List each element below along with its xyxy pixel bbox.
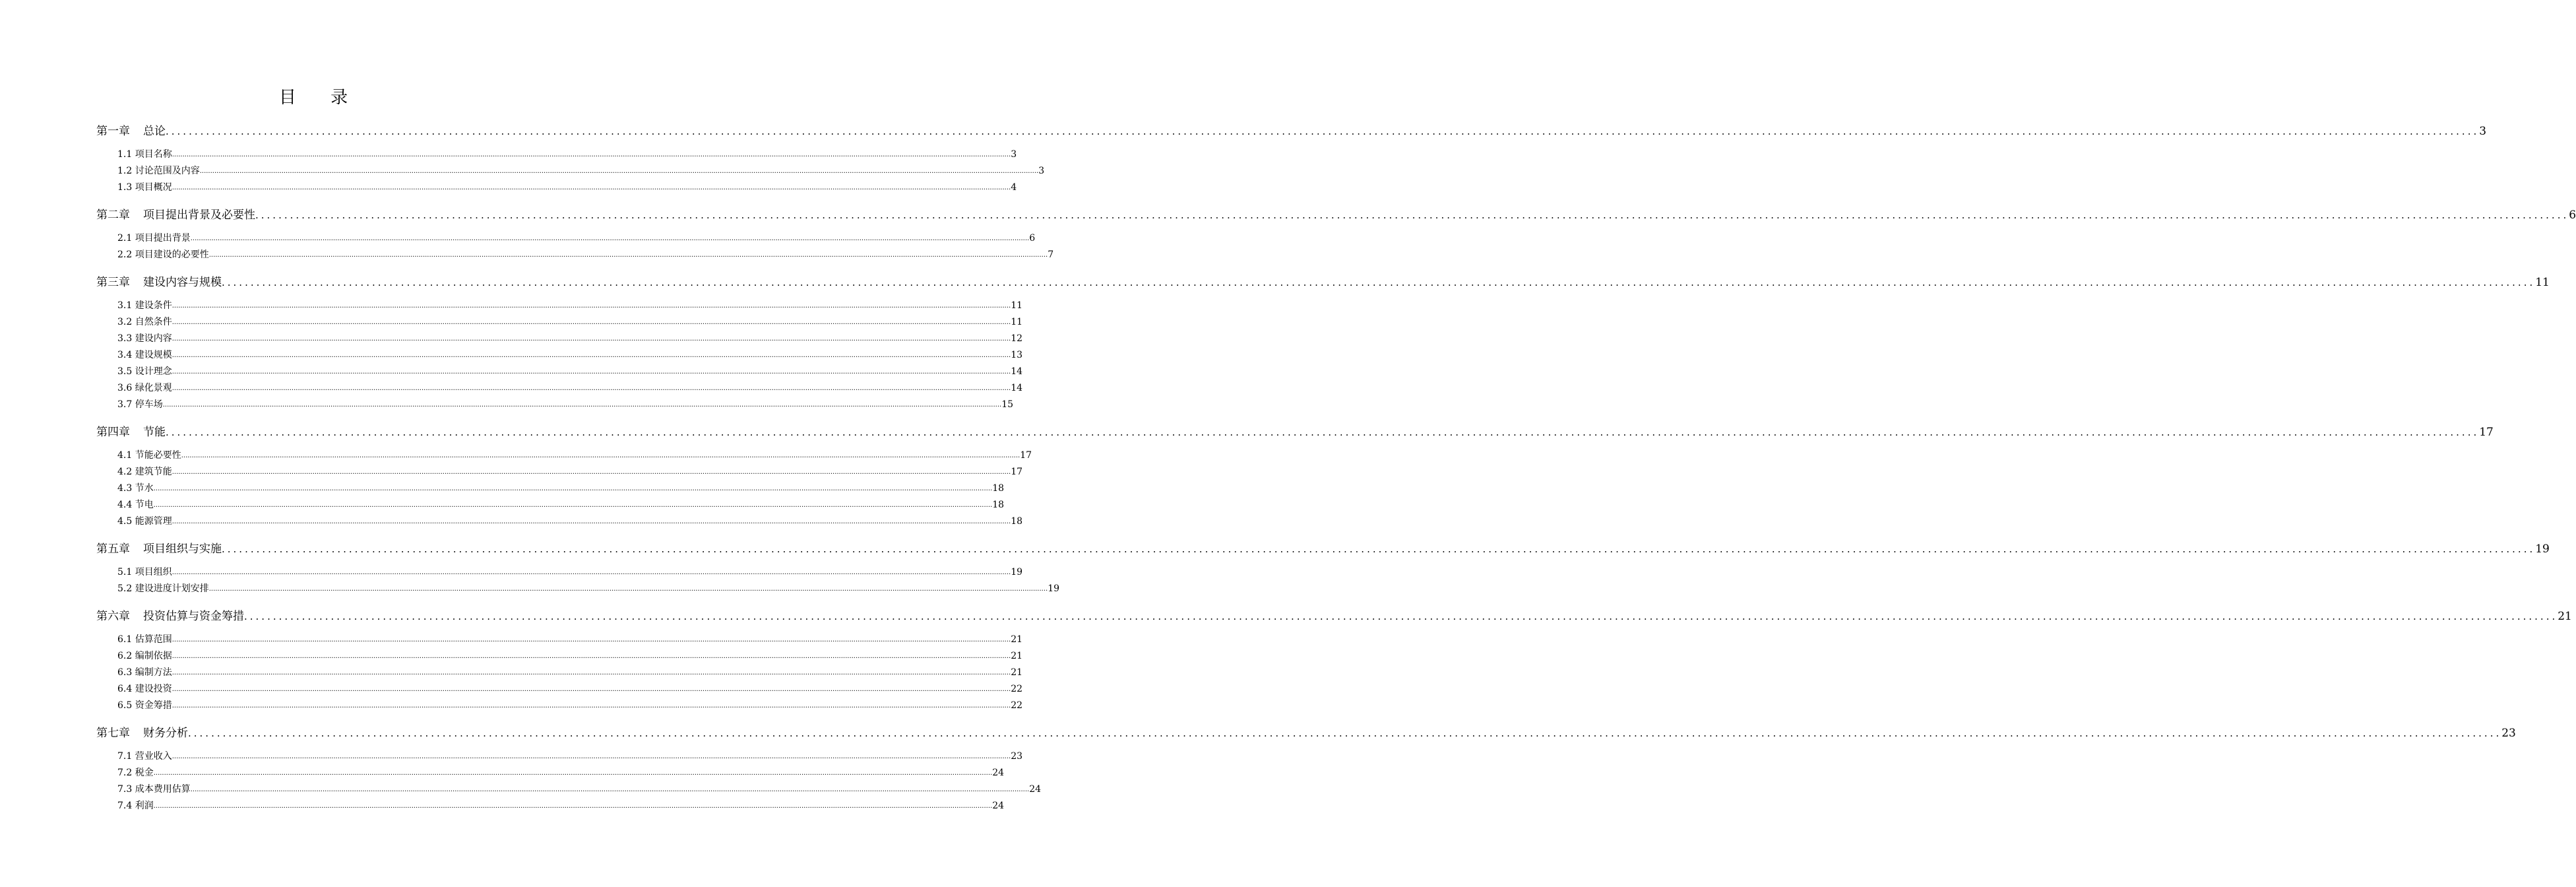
toc-chapter-entry[interactable] <box>96 723 2516 743</box>
toc-section-entry[interactable] <box>117 447 1032 464</box>
toc-section-entry[interactable] <box>117 180 1017 196</box>
section-page-number: 23 <box>1011 751 1023 762</box>
chapter-block <box>0 607 2572 714</box>
chapter-number: 第四章 <box>96 426 130 439</box>
page-title: 目 录 <box>278 88 363 108</box>
section-page-number: 21 <box>1011 667 1023 678</box>
dot-leader: ................................................................................................................................................................................................................................................................................................................................................................................................................ <box>172 686 1011 693</box>
dot-leader: ................................................................................................................................................................................................................................................................................................................................................................................................................ <box>208 251 1048 259</box>
toc-chapter-entry[interactable] <box>96 273 2550 292</box>
toc-section-entry[interactable] <box>117 648 1023 665</box>
section-page-number: 19 <box>1048 583 1060 594</box>
chapter-block <box>0 422 2494 530</box>
toc-section-entry[interactable] <box>117 464 1023 480</box>
toc-section-entry[interactable] <box>117 347 1023 364</box>
toc-section-entry[interactable] <box>117 480 1005 497</box>
chapter-title: 节能 <box>143 426 166 439</box>
section-page-number: 15 <box>1001 399 1014 410</box>
dot-leader: ................................................................................................................................................................................................................................................................................................................................................................................................................ <box>172 184 1011 191</box>
chapter-heading <box>96 723 188 743</box>
section-title: 3.1 建设条件 <box>117 300 172 311</box>
chapter-number: 第五章 <box>96 542 130 556</box>
chapter-heading <box>96 205 255 225</box>
toc-chapter-entry[interactable] <box>96 539 2550 559</box>
dot-leader: ................................................................................................................................................................................................................................................................................................................................................................................................................ <box>190 235 1030 242</box>
chapter-title: 总论 <box>143 125 166 138</box>
chapter-page-number: 3 <box>2479 125 2487 138</box>
toc-section-entry[interactable] <box>117 163 1045 180</box>
toc-section-entry[interactable] <box>117 298 1023 314</box>
toc-section-entry[interactable] <box>117 397 1014 413</box>
chapter-heading <box>96 273 222 292</box>
toc-chapter-entry[interactable] <box>96 422 2494 442</box>
section-page-number: 17 <box>1011 467 1023 477</box>
chapter-number: 第七章 <box>96 727 130 740</box>
dot-leader: ................................................................................................................................................................................................................................................................................................................................................................................................................ <box>172 569 1011 576</box>
section-title: 2.2 项目建设的必要性 <box>117 249 209 260</box>
chapter-heading <box>96 422 166 442</box>
section-page-number: 14 <box>1011 383 1023 393</box>
dot-leader: ................................................................................................................................................................................................................................................................................................................................................................................................................ <box>244 610 2558 622</box>
section-page-number: 18 <box>1011 516 1023 527</box>
section-title: 3.4 建设规模 <box>117 350 172 360</box>
dot-leader: ................................................................................................................................................................................................................................................................................................................................................................................................................ <box>172 636 1011 643</box>
section-page-number: 12 <box>1011 333 1023 344</box>
chapter-block <box>0 723 2516 814</box>
section-title: 3.5 设计理念 <box>117 366 172 377</box>
dot-leader: ................................................................................................................................................................................................................................................................................................................................................................................................................ <box>172 352 1011 359</box>
dot-leader: ................................................................................................................................................................................................................................................................................................................................................................................................................ <box>172 335 1011 343</box>
chapter-block <box>0 121 2487 196</box>
chapter-block <box>0 205 2576 263</box>
toc-section-entry[interactable] <box>117 581 1060 597</box>
toc-section-entry[interactable] <box>117 748 1023 765</box>
dot-leader: ................................................................................................................................................................................................................................................................................................................................................................................................................ <box>199 168 1039 175</box>
section-page-number: 3 <box>1038 166 1045 176</box>
section-title: 4.5 能源管理 <box>117 516 172 527</box>
section-page-number: 4 <box>1011 182 1017 193</box>
toc-section-entry[interactable] <box>117 497 1005 513</box>
dot-leader: ................................................................................................................................................................................................................................................................................................................................................................................................................ <box>222 277 2536 288</box>
chapter-page-number: 23 <box>2501 727 2516 740</box>
dot-leader: ................................................................................................................................................................................................................................................................................................................................................................................................................ <box>255 209 2569 221</box>
toc-section-entry[interactable] <box>117 364 1023 380</box>
section-title: 4.2 建筑节能 <box>117 467 172 477</box>
chapter-heading <box>96 607 244 626</box>
chapter-number: 第一章 <box>96 125 130 138</box>
chapter-block <box>0 539 2550 597</box>
section-page-number: 18 <box>992 483 1005 494</box>
section-page-number: 11 <box>1011 317 1023 327</box>
section-page-number: 11 <box>1011 300 1023 311</box>
chapter-title: 建设内容与规模 <box>143 276 222 289</box>
section-page-number: 6 <box>1029 233 1036 244</box>
toc-section-entry[interactable] <box>117 698 1023 714</box>
section-title: 3.7 停车场 <box>117 399 163 410</box>
toc-section-entry[interactable] <box>117 314 1023 331</box>
dot-leader: ................................................................................................................................................................................................................................................................................................................................................................................................................ <box>172 151 1011 158</box>
section-title: 7.2 税金 <box>117 768 154 778</box>
toc-chapter-entry[interactable] <box>96 121 2487 141</box>
toc-section-entry[interactable] <box>117 513 1023 530</box>
section-title: 1.2 讨论范围及内容 <box>117 166 200 176</box>
dot-leader: ................................................................................................................................................................................................................................................................................................................................................................................................................ <box>162 401 1002 409</box>
dot-leader: ................................................................................................................................................................................................................................................................................................................................................................................................................ <box>166 125 2480 137</box>
section-title: 6.3 编制方法 <box>117 667 172 678</box>
section-page-number: 17 <box>1020 450 1032 461</box>
section-page-number: 24 <box>992 801 1005 811</box>
chapter-number: 第二章 <box>96 209 130 222</box>
section-page-number: 22 <box>1011 700 1023 711</box>
chapter-heading <box>96 121 166 141</box>
toc-section-entry[interactable] <box>117 247 1054 263</box>
toc-section-entry[interactable] <box>117 798 1005 814</box>
chapter-title: 项目组织与实施 <box>143 542 222 556</box>
dot-leader: ................................................................................................................................................................................................................................................................................................................................................................................................................ <box>172 385 1011 392</box>
toc-section-entry[interactable] <box>117 781 1042 798</box>
toc-section-entry[interactable] <box>117 681 1023 698</box>
dot-leader: ................................................................................................................................................................................................................................................................................................................................................................................................................ <box>166 426 2480 438</box>
dot-leader: ................................................................................................................................................................................................................................................................................................................................................................................................................ <box>172 368 1011 376</box>
chapter-block <box>0 273 2550 413</box>
section-title: 7.1 营业收入 <box>117 751 172 762</box>
section-title: 5.2 建设进度计划安排 <box>117 583 209 594</box>
section-title: 5.1 项目组织 <box>117 567 172 577</box>
section-title: 7.4 利润 <box>117 801 154 811</box>
chapter-number: 第三章 <box>96 276 130 289</box>
section-title: 6.1 估算范围 <box>117 634 172 645</box>
chapter-title: 项目提出背景及必要性 <box>143 209 255 222</box>
dot-leader: ................................................................................................................................................................................................................................................................................................................................................................................................................ <box>153 502 993 509</box>
section-title: 7.3 成本费用估算 <box>117 784 191 795</box>
chapter-page-number: 17 <box>2479 426 2494 439</box>
toc-section-entry[interactable] <box>117 564 1023 581</box>
chapter-title: 财务分析 <box>143 727 188 740</box>
section-page-number: 24 <box>1029 784 1042 795</box>
dot-leader: ................................................................................................................................................................................................................................................................................................................................................................................................................ <box>208 585 1048 593</box>
chapter-page-number: 19 <box>2535 542 2550 556</box>
dot-leader: ................................................................................................................................................................................................................................................................................................................................................................................................................ <box>172 653 1011 660</box>
chapter-title: 投资估算与资金筹措 <box>143 610 244 623</box>
dot-leader: ................................................................................................................................................................................................................................................................................................................................................................................................................ <box>172 469 1011 476</box>
chapter-number: 第六章 <box>96 610 130 623</box>
dot-leader: ................................................................................................................................................................................................................................................................................................................................................................................................................ <box>153 485 993 492</box>
toc-section-entry[interactable] <box>117 765 1005 781</box>
dot-leader: ................................................................................................................................................................................................................................................................................................................................................................................................................ <box>172 669 1011 676</box>
toc-section-entry[interactable] <box>117 147 1017 163</box>
section-title: 1.1 项目名称 <box>117 149 172 160</box>
toc-chapter-entry[interactable] <box>96 205 2576 225</box>
section-title: 6.5 资金筹措 <box>117 700 172 711</box>
section-title: 4.3 节水 <box>117 483 154 494</box>
dot-leader: ................................................................................................................................................................................................................................................................................................................................................................................................................ <box>190 786 1030 793</box>
section-title: 4.1 节能必要性 <box>117 450 181 461</box>
section-title: 6.4 建设投资 <box>117 684 172 694</box>
section-title: 6.2 编制依据 <box>117 651 172 661</box>
section-page-number: 13 <box>1011 350 1023 360</box>
chapter-page-number: 6 <box>2569 209 2576 222</box>
toc-section-entry[interactable] <box>117 230 1036 247</box>
dot-leader: ................................................................................................................................................................................................................................................................................................................................................................................................................ <box>172 702 1011 709</box>
section-title: 2.1 项目提出背景 <box>117 233 191 244</box>
dot-leader: ................................................................................................................................................................................................................................................................................................................................................................................................................ <box>222 543 2536 555</box>
section-page-number: 24 <box>992 768 1005 778</box>
dot-leader: ................................................................................................................................................................................................................................................................................................................................................................................................................ <box>153 770 993 777</box>
section-title: 3.6 绿化景观 <box>117 383 172 393</box>
chapter-page-number: 11 <box>2535 276 2550 289</box>
chapter-heading <box>96 539 222 559</box>
section-title: 1.3 项目概况 <box>117 182 172 193</box>
section-page-number: 21 <box>1011 634 1023 645</box>
table-of-contents <box>0 121 2576 824</box>
dot-leader: ................................................................................................................................................................................................................................................................................................................................................................................................................ <box>153 803 993 810</box>
section-page-number: 18 <box>992 500 1005 510</box>
dot-leader: ................................................................................................................................................................................................................................................................................................................................................................................................................ <box>172 518 1011 525</box>
toc-section-entry[interactable] <box>117 665 1023 681</box>
section-page-number: 21 <box>1011 651 1023 661</box>
dot-leader: ................................................................................................................................................................................................................................................................................................................................................................................................................ <box>172 319 1011 326</box>
section-page-number: 14 <box>1011 366 1023 377</box>
section-title: 3.3 建设内容 <box>117 333 172 344</box>
section-title: 4.4 节电 <box>117 500 154 510</box>
toc-chapter-entry[interactable] <box>96 607 2572 626</box>
section-page-number: 3 <box>1011 149 1017 160</box>
dot-leader: ................................................................................................................................................................................................................................................................................................................................................................................................................ <box>181 452 1021 459</box>
section-title: 3.2 自然条件 <box>117 317 172 327</box>
section-page-number: 19 <box>1011 567 1023 577</box>
dot-leader: ................................................................................................................................................................................................................................................................................................................................................................................................................ <box>188 727 2502 739</box>
toc-section-entry[interactable] <box>117 380 1023 397</box>
toc-section-entry[interactable] <box>117 632 1023 648</box>
section-page-number: 7 <box>1048 249 1054 260</box>
chapter-page-number: 21 <box>2558 610 2572 623</box>
dot-leader: ................................................................................................................................................................................................................................................................................................................................................................................................................ <box>172 302 1011 310</box>
toc-section-entry[interactable] <box>117 331 1023 347</box>
section-page-number: 22 <box>1011 684 1023 694</box>
dot-leader: ................................................................................................................................................................................................................................................................................................................................................................................................................ <box>172 753 1011 760</box>
